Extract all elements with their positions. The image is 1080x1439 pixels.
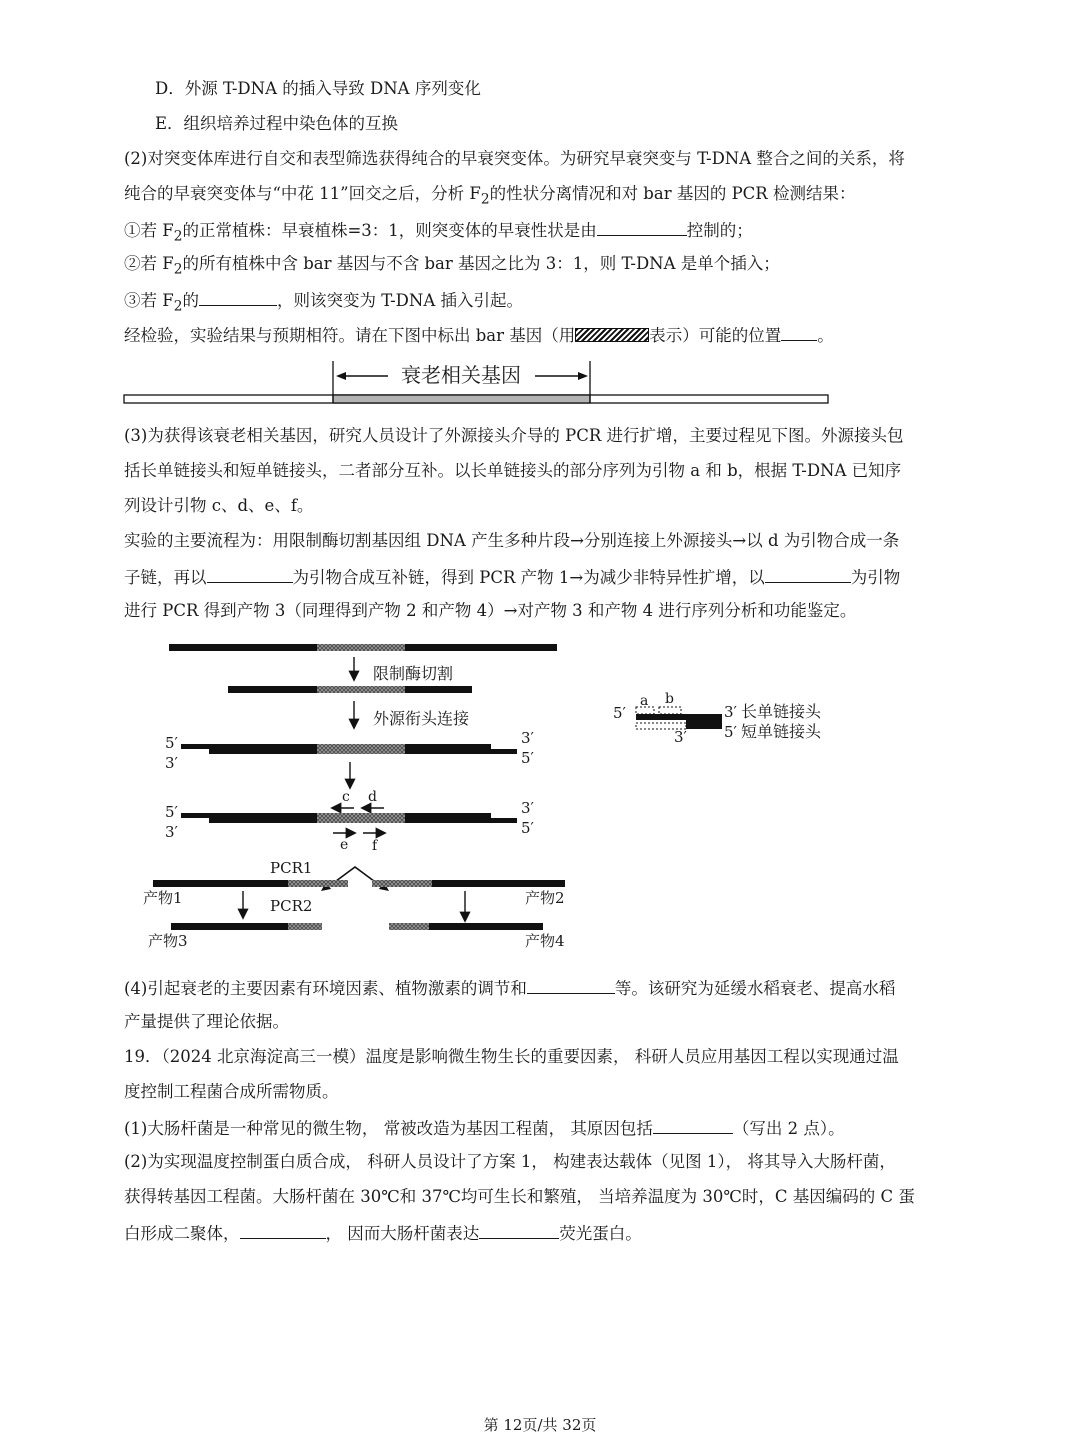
step-ligation-label: 外源衔头连接: [373, 709, 470, 728]
primer-d-label: d: [368, 789, 377, 805]
step-restriction-label: 限制酶切割: [373, 664, 454, 683]
primer-e-label: e: [340, 837, 349, 853]
svg-text:3′: 3′: [521, 729, 534, 747]
svg-text:3′: 3′: [165, 754, 178, 772]
svg-text:5′: 5′: [165, 803, 178, 821]
answer-blank[interactable]: [527, 976, 615, 994]
q3-line2: 括长单链接头和短单链接头，二者部分互补。以长单链接头的部分序列为引物 a 和 b，根据 T-DNA 已知序: [124, 461, 902, 480]
gene-label: 衰老相关基因: [401, 363, 521, 387]
primer-f-label: f: [372, 838, 378, 854]
svg-text:产物4: 产物4: [525, 932, 565, 950]
q2-intro-line2: 纯合的早衰突变体与“中花 11”回交之后，分析 $F_2$的性状分离情况和对 bar 基因的 PCR 检测结果：: [124, 184, 856, 208]
answer-blank[interactable]: [765, 565, 851, 583]
svg-text:5′: 5′: [165, 734, 178, 752]
svg-text:5′: 5′: [521, 819, 534, 837]
q2-condition-3: ③若 $F_2$的 ，则该突变为 T-DNA 插入引起。: [124, 288, 523, 317]
q2-condition-1: ①若 $F_2$的正常植株：早衰植株=3：1，则突变体的早衰性状是由 控制的；: [124, 218, 753, 247]
long-adapter: [636, 714, 722, 720]
primer-a-label: a: [640, 693, 649, 709]
page-footer: 第 12页/共 32页: [483, 1416, 597, 1434]
q19-line4: (2)为实现温度控制蛋白质合成， 科研人员设计了方案 1， 构建表达载体（见图 1）， 将其导入大肠杆菌，: [124, 1152, 896, 1171]
answer-blank[interactable]: [781, 323, 817, 341]
long-adapter-label: 长单链接头: [741, 702, 822, 721]
svg-text:产物2: 产物2: [525, 889, 565, 907]
answer-blank[interactable]: [653, 1116, 733, 1134]
pcr2-label: PCR2: [270, 897, 313, 915]
option-e: E．组织培养过程中染色体的互换: [155, 114, 399, 133]
svg-text:3′: 3′: [674, 728, 687, 746]
adapter-diagram: [608, 688, 848, 748]
svg-text:3′: 3′: [165, 823, 178, 841]
svg-text:3′: 3′: [521, 799, 534, 817]
primer-b-label: b: [665, 691, 674, 707]
svg-text:产物1: 产物1: [143, 889, 183, 907]
q2-intro-line1: (2)对突变体库进行自交和表型筛选获得纯合的早衰突变体。为研究早衰突变与 T-DNA 整合之间的关系，将: [124, 149, 905, 168]
q3-line3: 列设计引物 c、d、e、f。: [124, 496, 314, 515]
answer-blank[interactable]: [240, 1221, 326, 1239]
svg-text:5′: 5′: [724, 723, 737, 741]
primer-c-label: c: [342, 789, 350, 805]
q19-line6: 白形成二聚体， ， 因而大肠杆菌表达 荧光蛋白。: [124, 1221, 642, 1245]
short-adapter-label: 短单链接头: [741, 722, 822, 741]
q4-line2: 产量提供了理论依据。: [124, 1012, 289, 1031]
q19-line3: (1)大肠杆菌是一种常见的微生物， 常被改造为基因工程菌， 其原因包括 （写出 2 点）。: [124, 1116, 845, 1140]
short-adapter: [686, 720, 722, 729]
answer-blank[interactable]: [199, 288, 277, 306]
q19-line1: 19．（2024 北京海淀高三一模）温度是影响微生物生长的重要因素， 科研人员应用基因工程以实现通过温: [124, 1047, 899, 1066]
q2-check-line: 经检验，实验结果与预期相符。请在下图中标出 bar 基因（用 表示）可能的位置 。: [124, 323, 834, 347]
q19-line2: 度控制工程菌合成所需物质。: [124, 1082, 339, 1101]
q2-condition-2: ②若 $F_2$的所有植株中含 bar 基因与不含 bar 基因之比为 3：1，则 T-DNA 是单个插入；: [124, 254, 780, 278]
svg-text:3′: 3′: [724, 703, 737, 721]
option-d: D．外源 T-DNA 的插入导致 DNA 序列变化: [155, 79, 481, 98]
t-dna-region: [317, 644, 405, 651]
q3-line6: 进行 PCR 得到产物 3（同理得到产物 2 和产物 4）→对产物 3 和产物 4 进行序列分析和功能鉴定。: [124, 601, 857, 620]
gene-diagram: [120, 355, 840, 407]
pcr1-label: PCR1: [270, 859, 313, 877]
bar-gene-symbol-icon: [575, 328, 649, 342]
answer-blank[interactable]: [207, 565, 293, 583]
pcr-workflow-diagram: [135, 635, 575, 955]
svg-text:产物3: 产物3: [148, 932, 188, 950]
q3-line5: 子链，再以 为引物合成互补链，得到 PCR 产物 1→为减少非特异性扩增，以 为引物: [124, 565, 900, 589]
q4-line1: (4)引起衰老的主要因素有环境因素、植物激素的调节和 等。该研究为延缓水稻衰老、提高水稻: [124, 976, 895, 1000]
senescence-gene-region: [333, 395, 590, 403]
q3-line4: 实验的主要流程为：用限制酶切割基因组 DNA 产生多种片段→分别连接上外源接头→以 d 为引物合成一条: [124, 531, 900, 550]
q3-line1: (3)为获得该衰老相关基因，研究人员设计了外源接头介导的 PCR 进行扩增，主要过程见下图。外源接头包: [124, 426, 904, 445]
answer-blank[interactable]: [597, 218, 687, 236]
answer-blank[interactable]: [479, 1221, 559, 1239]
q19-line5: 获得转基因工程菌。大肠杆菌在 30℃和 37℃均可生长和繁殖， 当培养温度为 30℃时，C 基因编码的 C 蛋: [124, 1187, 915, 1206]
svg-text:5′: 5′: [613, 704, 626, 722]
svg-text:5′: 5′: [521, 749, 534, 767]
